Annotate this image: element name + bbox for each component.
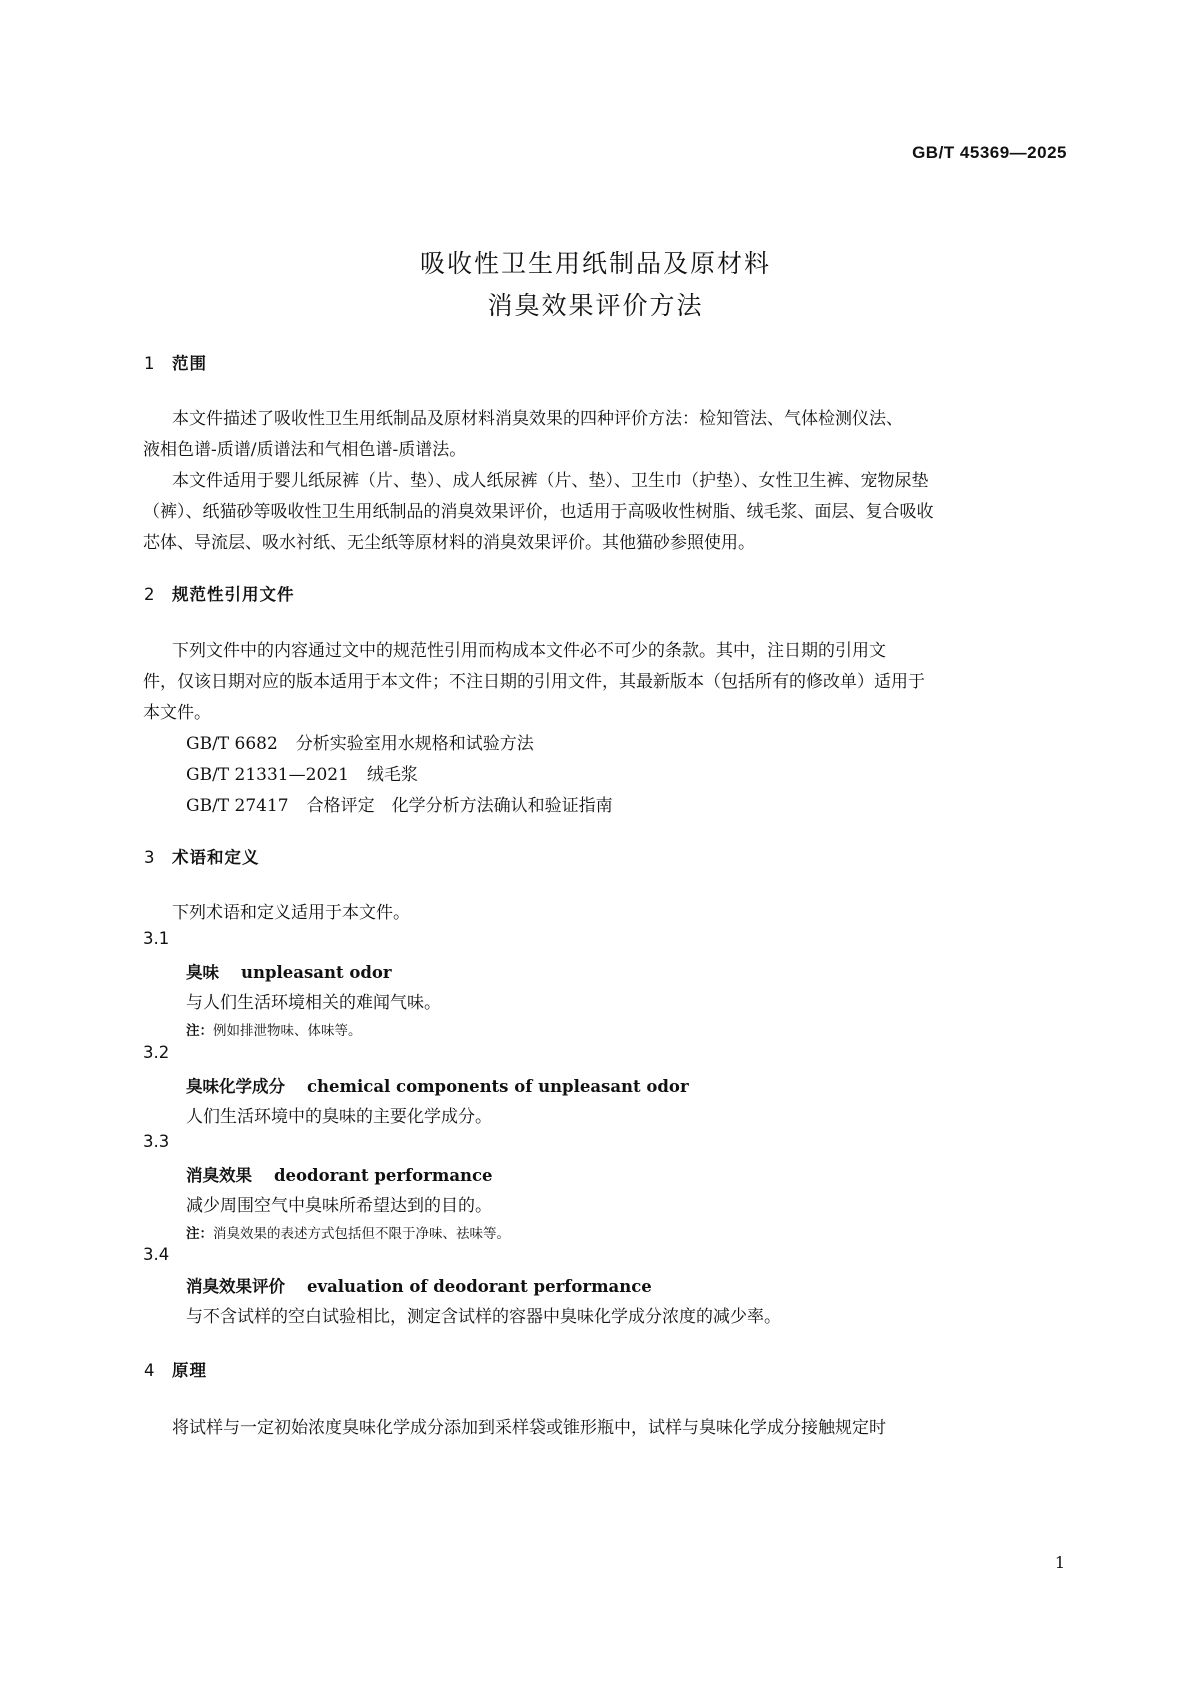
section-1-number: 1 — [144, 354, 156, 373]
s1-para1-line2: 液相色谱-质谱/质谱法和气相色谱-质谱法。 — [143, 440, 467, 460]
term-heading — [186, 1273, 652, 1297]
section-4-heading — [144, 1357, 207, 1381]
term-en: evaluation of deodorant performance — [307, 1277, 652, 1296]
section-3-title: 术语和定义 — [172, 848, 260, 867]
s2-para1-line2: 件，仅该日期对应的版本适用于本文件；不注日期的引用文件，其最新版本（包括所有的修改单）适用于 — [143, 672, 925, 692]
section-2-heading — [144, 581, 295, 605]
s4-para1-line1: 将试样与一定初始浓度臭味化学成分添加到采样袋或锥形瓶中，试样与臭味化学成分接触规定时 — [172, 1418, 886, 1438]
term-number: 3.4 — [143, 1245, 170, 1264]
section-1-title: 范围 — [172, 354, 207, 373]
term-definition: 人们生活环境中的臭味的主要化学成分。 — [186, 1107, 492, 1127]
document-title-line1: 吸收性卫生用纸制品及原材料 — [419, 249, 771, 278]
s2-para1-line3: 本文件。 — [143, 703, 211, 723]
section-1-heading — [144, 350, 207, 374]
reference-title: 分析实验室用水规格和试验方法 — [295, 734, 534, 754]
standard-code: GB/T 45369—2025 — [912, 143, 1067, 162]
term-zh: 消臭效果 — [186, 1166, 252, 1185]
term-note — [186, 1222, 510, 1242]
section-2-title: 规范性引用文件 — [172, 585, 295, 604]
term-en: unpleasant odor — [241, 963, 392, 982]
reference-title: 绒毛浆 — [366, 765, 418, 785]
term-zh: 臭味化学成分 — [186, 1077, 285, 1096]
term-number: 3.2 — [143, 1043, 170, 1062]
reference-code: GB/T 6682 — [186, 734, 278, 754]
reference-title: 合格评定 化学分析方法确认和验证指南 — [306, 796, 613, 816]
normative-reference — [186, 791, 613, 816]
term-definition: 与人们生活环境相关的难闻气味。 — [186, 993, 441, 1013]
section-2-number: 2 — [144, 585, 156, 604]
term-definition: 减少周围空气中臭味所希望达到的目的。 — [186, 1196, 492, 1216]
term-heading — [186, 959, 392, 983]
section-3-number: 3 — [144, 848, 156, 867]
s1-para2-line1: 本文件适用于婴儿纸尿裤（片、垫）、成人纸尿裤（片、垫）、卫生巾（护垫）、女性卫生裤、宠物尿垫 — [172, 471, 929, 491]
note-label: 注： — [186, 1226, 213, 1242]
normative-reference — [186, 760, 418, 785]
term-note — [186, 1019, 362, 1039]
section-4-title: 原理 — [172, 1361, 207, 1380]
document-title-line2: 消臭效果评价方法 — [487, 291, 704, 320]
note-text: 消臭效果的表述方式包括但不限于净味、祛味等。 — [213, 1226, 510, 1242]
term-definition: 与不含试样的空白试验相比，测定含试样的容器中臭味化学成分浓度的减少率。 — [186, 1307, 781, 1327]
section-4-number: 4 — [144, 1361, 156, 1380]
s2-para1-line1: 下列文件中的内容通过文中的规范性引用而构成本文件必不可少的条款。其中，注日期的引用文 — [172, 641, 886, 661]
term-number: 3.3 — [143, 1132, 170, 1151]
s1-para1-line1: 本文件描述了吸收性卫生用纸制品及原材料消臭效果的四种评价方法：检知管法、气体检测仪法、 — [172, 409, 903, 429]
reference-code: GB/T 21331—2021 — [186, 765, 349, 785]
normative-reference — [186, 729, 534, 754]
term-en: chemical components of unpleasant odor — [307, 1077, 689, 1096]
term-heading — [186, 1162, 493, 1186]
section-3-heading — [144, 844, 260, 868]
term-number: 3.1 — [143, 929, 170, 948]
s3-intro: 下列术语和定义适用于本文件。 — [172, 903, 410, 923]
note-text: 例如排泄物味、体味等。 — [213, 1023, 362, 1039]
note-label: 注： — [186, 1023, 213, 1039]
page-number: 1 — [1054, 1553, 1065, 1572]
s1-para2-line3: 芯体、导流层、吸水衬纸、无尘纸等原材料的消臭效果评价。其他猫砂参照使用。 — [143, 533, 755, 553]
reference-code: GB/T 27417 — [186, 796, 289, 816]
term-en: deodorant performance — [274, 1166, 493, 1185]
term-zh: 臭味 — [186, 963, 219, 982]
term-heading — [186, 1073, 689, 1097]
term-zh: 消臭效果评价 — [186, 1277, 285, 1296]
s1-para2-line2: （裤）、纸猫砂等吸收性卫生用纸制品的消臭效果评价，也适用于高吸收性树脂、绒毛浆、面层、复合吸收 — [143, 502, 934, 522]
